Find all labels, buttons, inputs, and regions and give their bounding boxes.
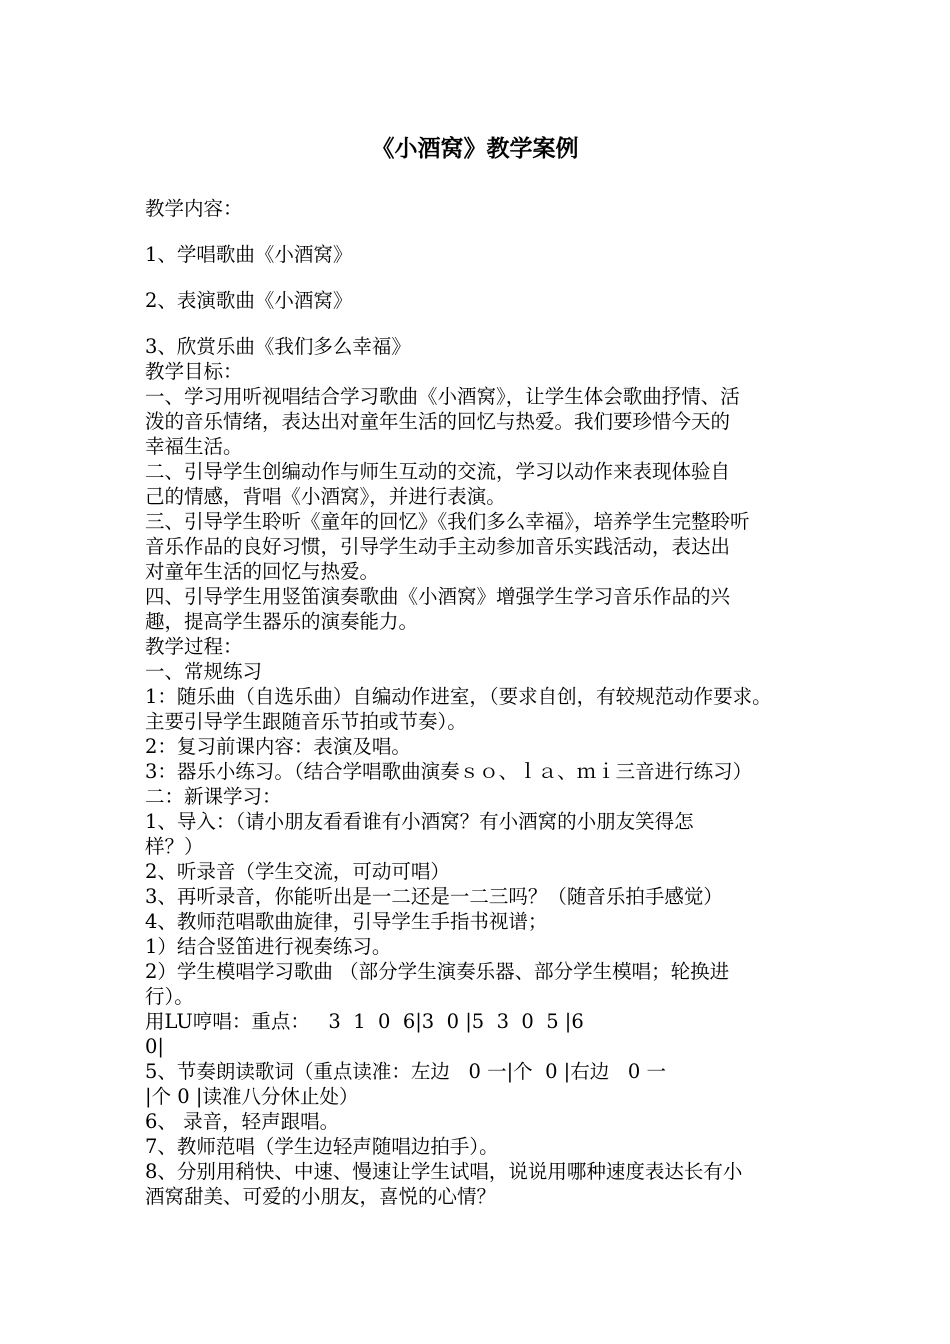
text-line: 行）。	[145, 985, 194, 1008]
text-line: 幸福生活。	[145, 435, 243, 458]
text-line: 酒窝甜美、可爱的小朋友，喜悦的心情？	[145, 1185, 497, 1208]
document-body	[145, 196, 813, 1209]
text-line: 1）结合竖笛进行视奏练习。	[145, 935, 392, 958]
blank-line	[145, 313, 813, 334]
text-line: 样？）	[145, 835, 204, 858]
text-line: 1：随乐曲（自选乐曲）自编动作进室，（要求自创，有较规范动作要求。	[145, 685, 772, 708]
text-line: 1、导入：（请小朋友看看谁有小酒窝？有小酒窝的小朋友笑得怎	[145, 810, 694, 833]
text-line: 2、表演歌曲《小酒窝》	[145, 289, 353, 312]
text-line: |个 0 |读准八分休止处）	[145, 1085, 359, 1108]
text-line: 4、教师范唱歌曲旋律，引导学生手指书视谱；	[145, 910, 548, 933]
text-line: 主要引导学生跟随音乐节拍或节奏）。	[145, 710, 467, 733]
text-line: 二、引导学生创编动作与师生互动的交流，学习以动作来表现体验自	[145, 460, 731, 483]
text-line: 教学内容：	[145, 197, 243, 220]
document-title: 《小酒窝》教学案例	[371, 135, 579, 162]
text-line: 己的情感，背唱《小酒窝》，并进行表演。	[145, 485, 506, 508]
text-line: 2、听录音（学生交流，可动可唱）	[145, 860, 450, 883]
text-line: 8、分别用稍快、中速、慢速让学生试唱，说说用哪种速度表达长有小	[145, 1160, 743, 1183]
text-line: 趣，提高学生器乐的演奏能力。	[145, 610, 419, 633]
text-line: 6、 录音，轻声跟唱。	[145, 1110, 340, 1133]
text-line: 1、学唱歌曲《小酒窝》	[145, 243, 353, 266]
text-line: 泼的音乐情绪，表达出对童年生活的回忆与热爱。我们要珍惜今天的	[145, 410, 731, 433]
text-line: 用LU哼唱：重点： 3 1 0 6|3 0 |5 3 0 5 |6	[145, 1010, 584, 1033]
text-line: 音乐作品的良好习惯，引导学生动手主动参加音乐实践活动，表达出	[145, 535, 731, 558]
text-line: 3、欣赏乐曲《我们多么幸福》	[145, 335, 411, 358]
blank-line	[145, 221, 813, 242]
text-line: 二：新课学习：	[145, 785, 282, 808]
text-line: 2）学生模唱学习歌曲 （部分学生演奏乐器、部分学生模唱；轮换进	[145, 960, 730, 983]
text-line: 教学过程：	[145, 635, 243, 658]
text-line: 5、节奏朗读歌词（重点读准：左边 0 一|个 0 |右边 0 一	[145, 1060, 666, 1083]
text-line: 7、教师范唱（学生边轻声随唱边拍手）。	[145, 1135, 499, 1158]
text-line: 一、常规练习	[145, 660, 263, 683]
text-line: 教学目标：	[145, 360, 243, 383]
text-line: 3、再听录音，你能听出是一二还是一二三吗？（随音乐拍手感觉）	[145, 885, 723, 908]
text-line: 2：复习前课内容：表演及唱。	[145, 735, 411, 758]
text-line: 三、引导学生聆听《童年的回忆》《我们多么幸福》，培养学生完整聆听	[145, 510, 750, 533]
text-line: 0|	[145, 1035, 164, 1058]
text-line: 3：器乐小练习。（结合学唱歌曲演奏ｓｏ、ｌａ、ｍｉ三音进行练习）	[145, 760, 753, 783]
text-line: 对童年生活的回忆与热爱。	[145, 560, 380, 583]
blank-line	[145, 267, 813, 288]
text-line: 一、学习用听视唱结合学习歌曲《小酒窝》，让学生体会歌曲抒情、活	[145, 385, 740, 408]
text-line: 四、引导学生用竖笛演奏歌曲《小酒窝》增强学生学习音乐作品的兴	[145, 585, 731, 608]
